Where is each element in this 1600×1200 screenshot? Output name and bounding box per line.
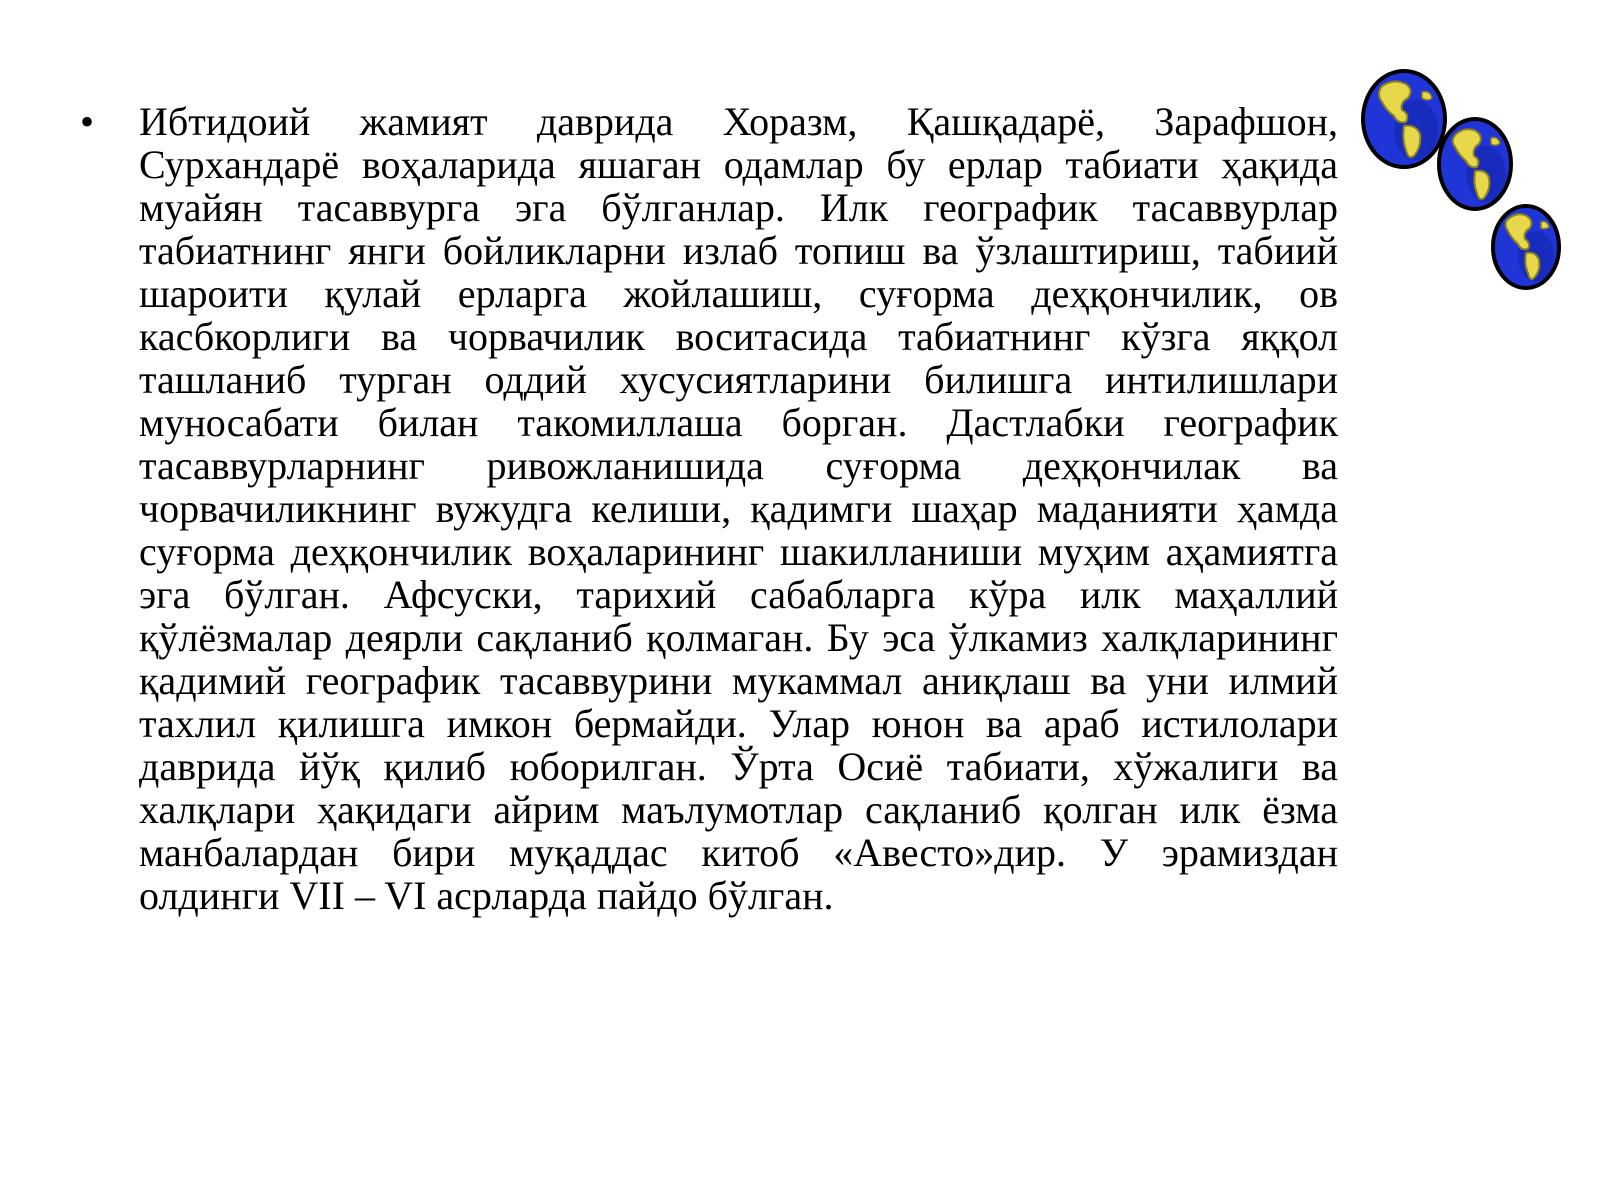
bullet-marker: • <box>80 99 95 144</box>
globe-icon <box>1490 202 1562 292</box>
globes-decoration <box>1360 66 1580 306</box>
body-paragraph: Ибтидоий жамият даврида Хоразм, Қашқадарё, Зарафшон, Сурхандарё воҳаларида яшаган одамлар бу ерлар табиати ҳақида муайян тасаввурга эга бўлганлар. Илк географик тасаввурлар табиатнинг янги бойликларни излаб топиш ва ўзлаштириш, табиий шароити қулай ерларга жойлашиш, суғорма деҳқончилик, ов касбкорлиги ва чорвачилик воситасида табиатнинг кўзга яққол ташланиб турган оддий хусусиятларини билишга интилишлари муносабати билан такомиллаша борган. Дастлабки географик тасаввурларнинг ривожланишида суғорма деҳқончилак ва чорвачиликнинг вужудга келиши, қадимги шаҳар маданияти ҳамда суғорма деҳқончилик воҳаларининг шакилланиши муҳим аҳамиятга эга бўлган. Афсуски, тарихий сабабларга кўра илк маҳаллий қўлёзмалар деярли сақланиб қолмаган. Бу эса ўлкамиз халқларининг қадимий географик тасаввурини мукаммал аниқлаш ва уни илмий тахлил қилишга имкон бермайди. Улар юнон ва араб истилолари даврида йўқ қилиб юборилган. Ўрта Осиё табиати, хўжалиги ва халқлари ҳақидаги айрим маълумотлар сақланиб қолган илк ёзма манбалардан бири муқаддас китоб «Авесто»дир. У эрамиздан олдинги VII – VI асрларда пайдо бўлган. <box>139 99 1338 918</box>
globe-icon <box>1360 68 1448 170</box>
globe-icon <box>1436 116 1514 212</box>
